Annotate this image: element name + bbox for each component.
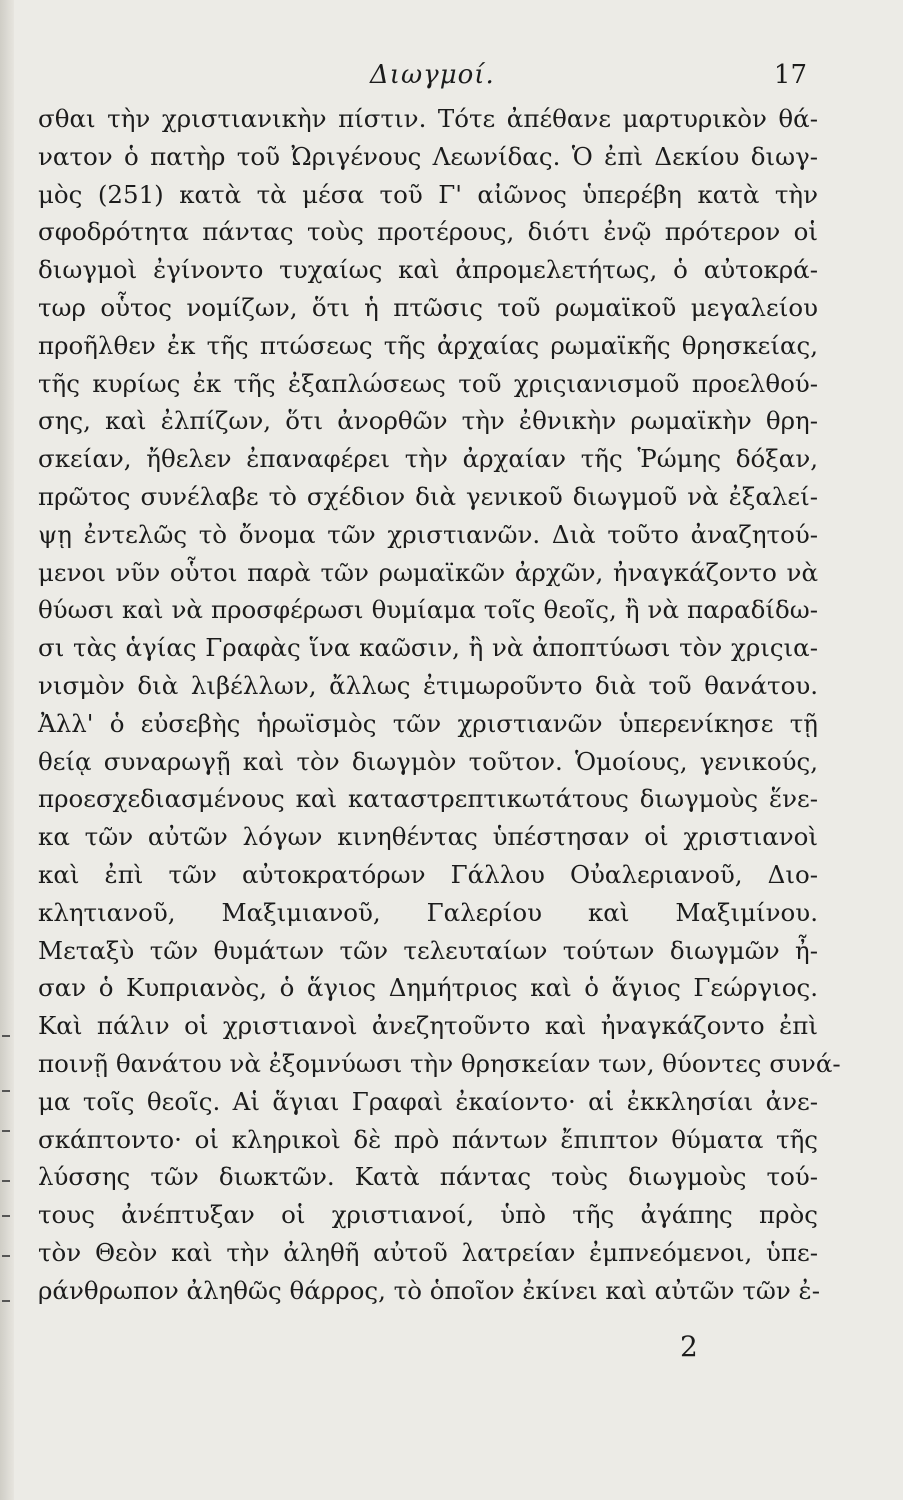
- text-line: νισμὸν διὰ λιβέλλων, ἄλλως ἐτιμωροῦντο διὰ τοῦ θανάτου.: [38, 670, 818, 700]
- text-line: Ἀλλ' ὁ εὐσεβὴς ἡρωϊσμὸς τῶν χριστιανῶν ὑπερενίκησε τῇ: [38, 708, 818, 738]
- text-line: σθαι τὴν χριστιανικὴν πίστιν. Τότε ἀπέθανε μαρτυρικὸν θά-: [38, 104, 818, 133]
- text-line: σκείαν, ἤθελεν ἐπαναφέρει τὴν ἀρχαίαν τῆς Ῥώμης δόξαν,: [38, 444, 818, 474]
- text-line: Μεταξὺ τῶν θυμάτων τῶν τελευταίων τούτων διωγμῶν ἦ-: [38, 935, 818, 965]
- edge-mark: [2, 1255, 10, 1257]
- text-line: ποινῇ θανάτου νὰ ἐξομνύωσι τὴν θρησκείαν των, θύοντες συνά-: [38, 1048, 841, 1078]
- edge-mark: [2, 1090, 10, 1092]
- text-line: κα τῶν αὐτῶν λόγων κινηθέντας ὑπέστησαν οἱ χριστιανοὶ: [38, 822, 818, 852]
- text-line: θείᾳ συναρωγῇ καὶ τὸν διωγμὸν τοῦτον. Ὁμοίους, γενικούς,: [38, 746, 818, 776]
- edge-mark: [2, 1215, 10, 1217]
- text-line: ψῃ ἐντελῶς τὸ ὄνομα τῶν χριστιανῶν. Διὰ τοῦτο ἀναζητού-: [38, 519, 818, 549]
- text-line: προεσχεδιασμένους καὶ καταστρεπτικωτάτους διωγμοὺς ἕνε-: [38, 784, 818, 814]
- text-line: σι τὰς ἁγίας Γραφὰς ἵνα καῶσιν, ἢ νὰ ἀποπτύωσι τὸν χριςια-: [38, 633, 818, 663]
- text-line: καὶ ἐπὶ τῶν αὐτοκρατόρων Γάλλου Οὐαλεριανοῦ, Διο-: [38, 859, 818, 889]
- text-line: θύωσι καὶ νὰ προσφέρωσι θυμίαμα τοῖς θεοῖς, ἢ νὰ παραδίδω-: [38, 595, 818, 625]
- running-title: Διωγμοί.: [370, 60, 495, 90]
- page-header: [0, 60, 903, 100]
- text-line: πρῶτος συνέλαβε τὸ σχέδιον διὰ γενικοῦ διωγμοῦ νὰ ἐξαλεί-: [38, 481, 818, 511]
- text-line: μα τοῖς θεοῖς. Αἱ ἅγιαι Γραφαὶ ἐκαίοντο· αἱ ἐκκλησίαι ἀνε-: [38, 1086, 818, 1116]
- text-line: προῆλθεν ἐκ τῆς πτώσεως τῆς ἀρχαίας ρωμαϊκῆς θρησκείας,: [38, 330, 818, 360]
- text-line: σαν ὁ Κυπριανὸς, ὁ ἅγιος Δημήτριος καὶ ὁ ἅγιος Γεώργιος.: [38, 973, 818, 1003]
- text-line: Καὶ πάλιν οἱ χριστιανοὶ ἀνεζητοῦντο καὶ ἠναγκάζοντο ἐπὶ: [38, 1011, 818, 1041]
- text-line: λύσσης τῶν διωκτῶν. Κατὰ πάντας τοὺς διωγμοὺς τού-: [38, 1162, 818, 1192]
- edge-mark: [2, 1300, 10, 1302]
- text-line: τους ἀνέπτυξαν οἱ χριστιανοί, ὑπὸ τῆς ἀγάπης πρὸς: [38, 1200, 818, 1230]
- text-line: τὸν Θεὸν καὶ τὴν ἀληθῆ αὐτοῦ λατρείαν ἐμπνεόμενοι, ὑπε-: [38, 1237, 818, 1267]
- text-line: μενοι νῦν οὗτοι παρὰ τῶν ρωμαϊκῶν ἀρχῶν, ἠναγκάζοντο νὰ: [38, 557, 818, 587]
- edge-mark: [2, 1130, 10, 1132]
- text-line: σκάπτοντο· οἱ κληρικοὶ δὲ πρὸ πάντων ἔπιπτον θύματα τῆς: [38, 1124, 818, 1154]
- body-text: [38, 100, 841, 1310]
- text-line: τωρ οὗτος νομίζων, ὅτι ἡ πτῶσις τοῦ ρωμαϊκοῦ μεγαλείου: [38, 292, 818, 322]
- text-line: διωγμοὶ ἐγίνοντο τυχαίως καὶ ἀπρομελετήτως, ὁ αὐτοκρά-: [38, 255, 818, 285]
- text-line: νατον ὁ πατὴρ τοῦ Ὠριγένους Λεωνίδας. Ὁ ἐπὶ Δεκίου διωγ-: [38, 141, 818, 171]
- page-edge-binding: [0, 0, 14, 1500]
- text-line: κλητιανοῦ, Μαξιμιανοῦ, Γαλερίου καὶ Μαξιμίνου.: [38, 897, 818, 927]
- signature-mark: 2: [680, 1330, 698, 1363]
- text-line: τῆς κυρίως ἐκ τῆς ἐξαπλώσεως τοῦ χριςιανισμοῦ προελθού-: [38, 368, 818, 398]
- text-line: μὸς (251) κατὰ τὰ μέσα τοῦ Γ' αἰῶνος ὑπερέβη κατὰ τὴν: [38, 179, 818, 209]
- page-number: 17: [773, 60, 807, 90]
- text-line: σφοδρότητα πάντας τοὺς προτέρους, διότι ἐνῷ πρότερον οἱ: [38, 217, 818, 247]
- edge-mark: [2, 1035, 10, 1037]
- text-line: σης, καὶ ἐλπίζων, ὅτι ἀνορθῶν τὴν ἐθνικὴν ρωμαϊκὴν θρη-: [38, 406, 818, 436]
- text-line: ράνθρωπον ἀληθῶς θάρρος, τὸ ὁποῖον ἐκίνει καὶ αὐτῶν τῶν ἐ-: [38, 1275, 820, 1305]
- edge-mark: [2, 1180, 10, 1182]
